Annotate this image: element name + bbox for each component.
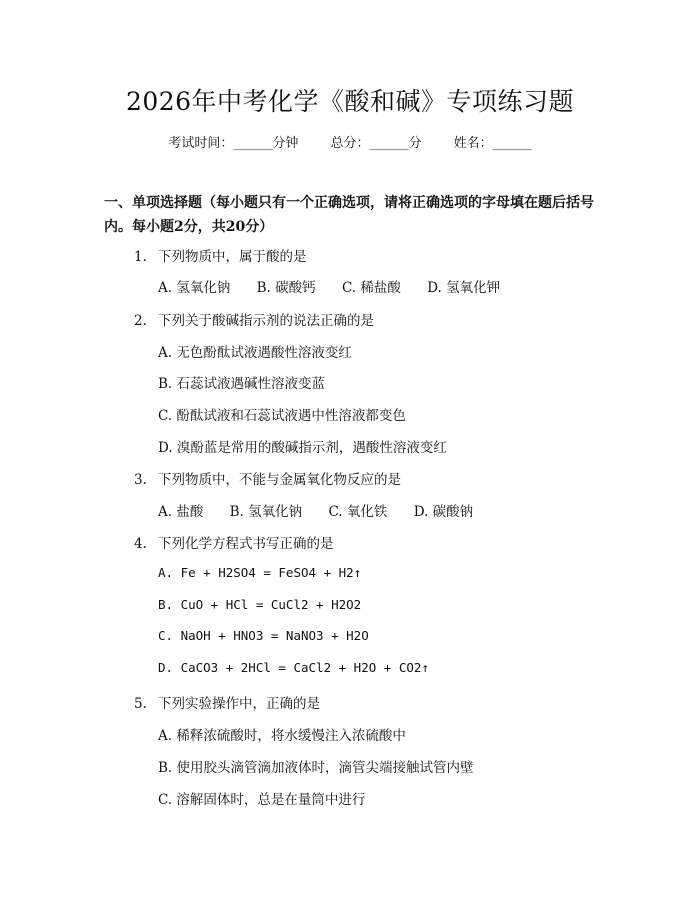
option-d: D. 溴酚蓝是常用的酸碱指示剂，遇酸性溶液变红 [158,440,447,456]
question-number: 2. [134,313,147,329]
option-b: B. CuO + HCl = CuCl2 + H2O2 [158,597,362,612]
option-b: B. 使用胶头滴管滴加液体时，滴管尖端接触试管内壁 [158,760,474,776]
option-b: B. 氢氧化钠 [229,504,303,520]
question-2 [134,309,374,329]
question-number: 1. [134,249,147,265]
question-stem: 下列物质中，不能与金属氧化物反应的是 [158,472,401,488]
student-name: 姓名：______ [453,136,532,151]
question-3 [134,468,401,488]
exam-meta [0,132,700,151]
question-stem: 下列物质中，属于酸的是 [158,249,307,265]
option-a: A. 无色酚酞试液遇酸性溶液变红 [158,345,352,361]
question-1 [134,245,307,265]
option-a: A. 氢氧化钠 [158,280,231,296]
page-title: 2026年中考化学《酸和碱》专项练习题 [125,87,575,116]
option-c: C. 溶解固体时，总是在量筒中进行 [158,792,366,808]
question-number: 3. [134,472,147,488]
question-1-options [158,276,522,296]
option-c: C. NaOH + HNO3 = NaNO3 + H2O [158,628,369,643]
option-c: C. 氧化铁 [328,504,388,520]
exam-time: 考试时间：______分钟 [168,136,299,151]
option-d: D. 氢氧化钾 [427,280,501,296]
option-d: D. 碳酸钠 [413,504,474,520]
exam-score: 总分：______分 [330,136,422,151]
question-number: 4. [134,536,147,552]
option-b: B. 碳酸钙 [256,280,316,296]
question-stem: 下列实验操作中，正确的是 [158,696,320,712]
question-number: 5. [134,696,147,712]
option-b: B. 石蕊试液遇碱性溶液变蓝 [158,376,326,392]
option-c: C. 酚酞试液和石蕊试液遇中性溶液都变色 [158,408,406,424]
option-d: D. CaCO3 + 2HCl = CaCl2 + H2O + CO2↑ [158,660,429,675]
option-a: A. 稀释浓硫酸时，将水缓慢注入浓硫酸中 [158,728,406,744]
question-stem: 下列化学方程式书写正确的是 [158,536,334,552]
question-4 [134,532,334,552]
question-3-options [158,500,495,520]
option-a: A. Fe + H2SO4 = FeSO4 + H2↑ [158,565,362,580]
option-c: C. 稀盐酸 [341,280,401,296]
question-5 [134,692,320,712]
option-a: A. 盐酸 [158,504,204,520]
question-stem: 下列关于酸碱指示剂的说法正确的是 [158,313,374,329]
section-heading: 一、单项选择题（每小题只有一个正确选项，请将正确选项的字母填在题后括号内。每小题2分，共20分） [104,195,594,235]
